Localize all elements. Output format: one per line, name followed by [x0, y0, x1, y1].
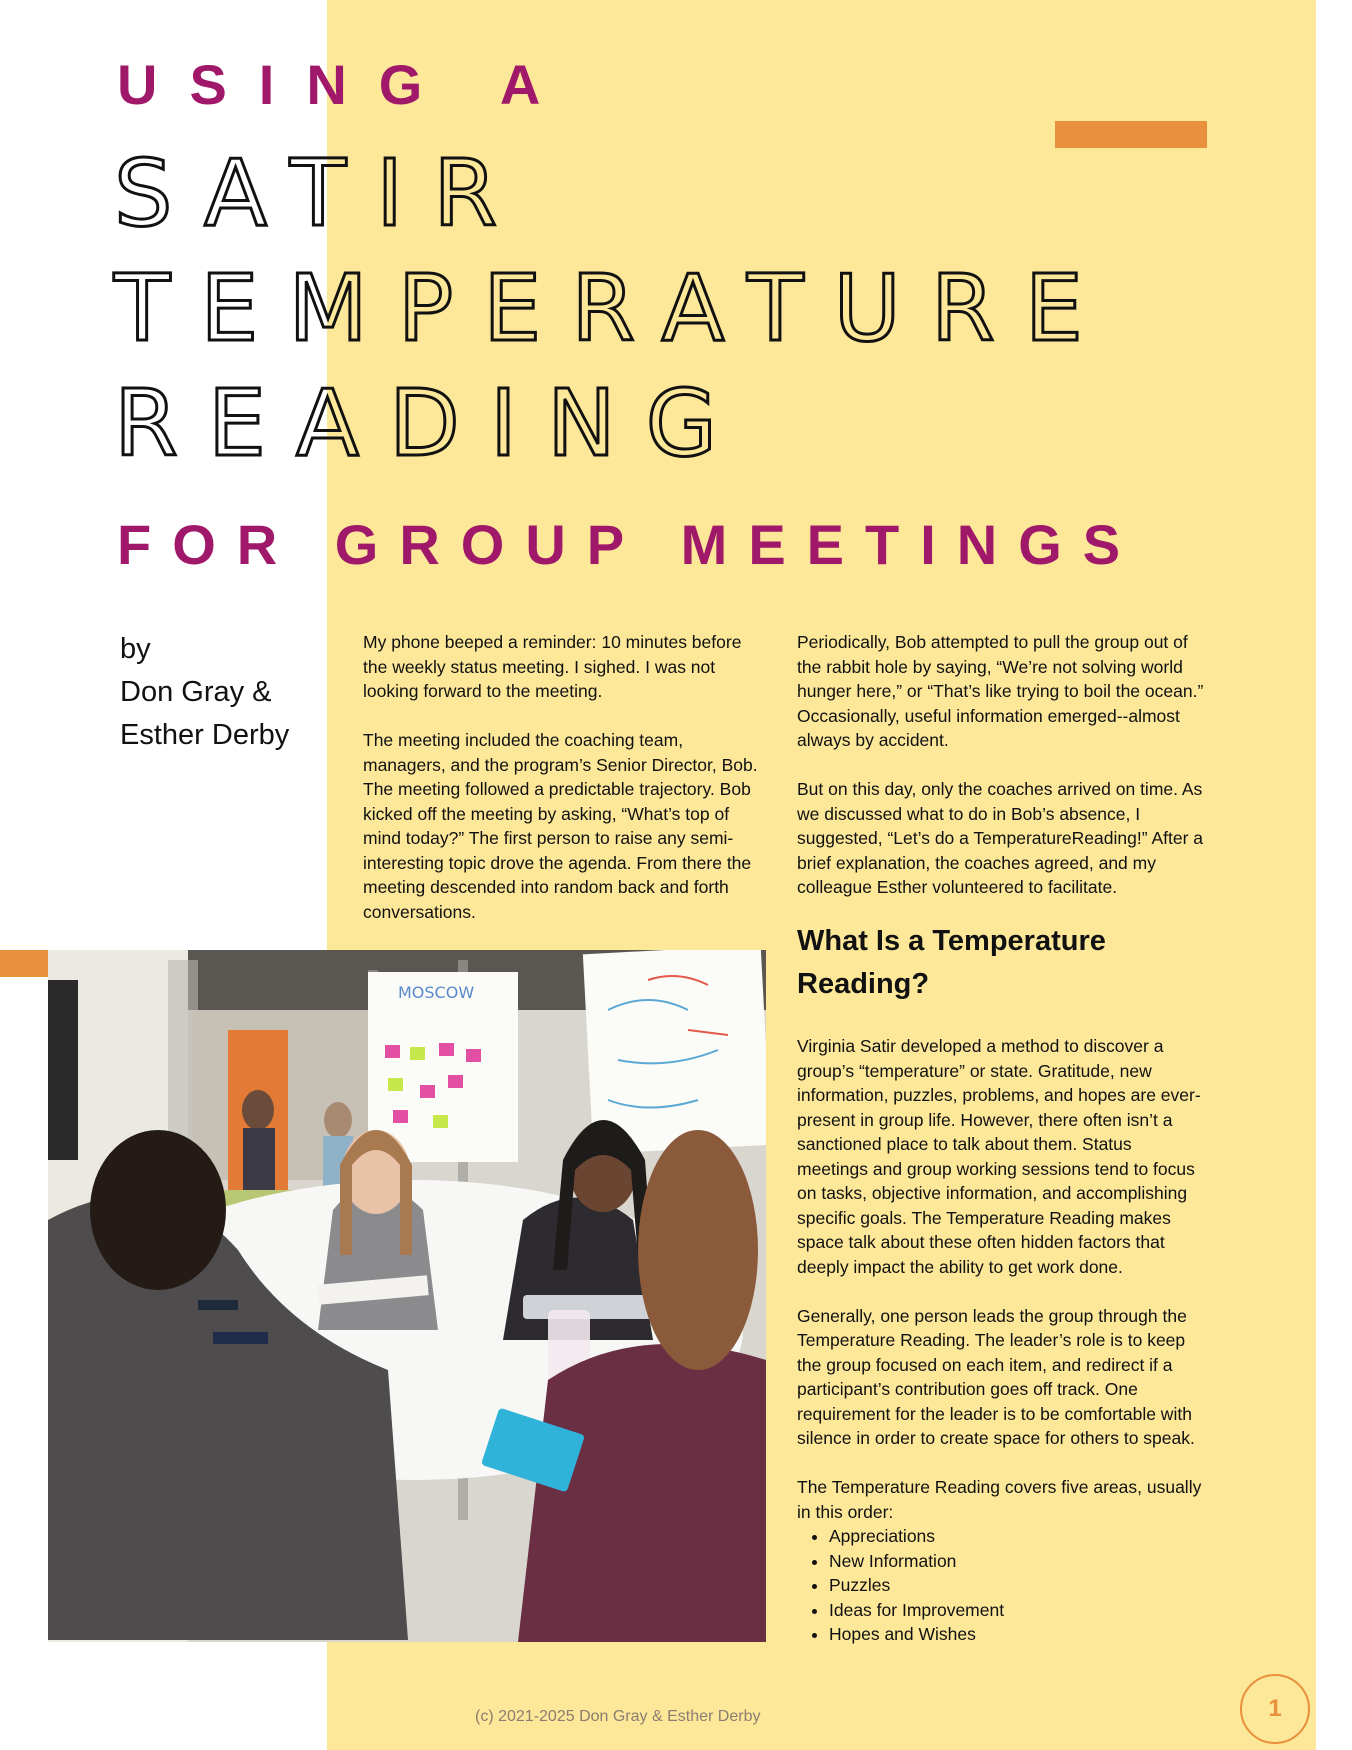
accent-bar-top-right [1055, 121, 1207, 148]
byline-author-1: Don Gray & [120, 676, 272, 708]
byline-by: by [120, 633, 151, 665]
byline [120, 628, 289, 757]
areas-list [797, 1524, 1207, 1647]
page-number: 1 [1240, 1674, 1310, 1744]
list-item: • New Information [829, 1549, 1207, 1574]
title-subtitle: FOR GROUP MEETINGS [117, 513, 1142, 576]
article-column-right-bottom [797, 1034, 1207, 1647]
paragraph: The meeting included the coaching team, managers, and the program’s Senior Director, Bob. The meeting followed a predictable trajectory. Bob kicked off the meeting by asking, “What’s top of mind today?” The first person to raise any semi-interesting topic drove the agenda. From there the meeting descended into random back and forth conversations. [363, 730, 758, 922]
byline-author-2: Esther Derby [120, 719, 290, 751]
list-item: • Appreciations [829, 1524, 1207, 1549]
paragraph: But on this day, only the coaches arrived on time. As we discussed what to do in Bob’s absence, I suggested, “Let’s do a TemperatureReading!” After a brief explanation, the coaches agreed, and my colleague Esther volunteered to facilitate. [797, 779, 1203, 897]
title-line-satir: SATIR [114, 140, 528, 247]
paragraph: My phone beeped a reminder: 10 minutes before the weekly status meeting. I sighed. I was not looking forward to the meeting. [363, 632, 742, 701]
list-intro: The Temperature Reading covers five areas, usually in this order: [797, 1477, 1202, 1522]
footer-copyright: (c) 2021-2025 Don Gray & Esther Derby [475, 1708, 761, 1725]
title-line-using-a: USING A [117, 53, 573, 116]
list-item: • Hopes and Wishes [829, 1622, 1207, 1647]
section-heading: What Is a Temperature Reading? [797, 925, 1106, 1000]
paragraph: Periodically, Bob attempted to pull the group out of the rabbit hole by saying, “We’re not solving world hunger here,” or “That’s like trying to boil the ocean.” Occasionally, useful information emerged--almost always by accident. [797, 632, 1204, 750]
list-item: • Ideas for Improvement [829, 1598, 1207, 1623]
article-column-right-top [797, 630, 1207, 924]
list-item: • Puzzles [829, 1573, 1207, 1598]
title-line-temperature: TEMPERATURE [114, 255, 1113, 362]
title-line-reading: READING [114, 370, 748, 477]
paragraph: Virginia Satir developed a method to discover a group’s “temperature” or state. Gratitude, new information, puzzles, problems, and hopes are ever-present in group life. However, there often isn’t a sanctioned place to talk about them. Status meetings and group working sessions tend to focus on tasks, objective information, and accomplishing specific goals. The Temperature Reading makes space talk about these often hidden factors that deeply impact the ability to get work done. [797, 1036, 1201, 1277]
meeting-photo [48, 950, 766, 1642]
paragraph: Generally, one person leads the group through the Temperature Reading. The leader’s role is to keep the group focused on each item, and redirect if a participant’s contribution goes off track. One requirement for the leader is to be comfortable with silence in order to create space for others to speak. [797, 1305, 1195, 1448]
whiteboard-label: MOSCOW [398, 983, 475, 1002]
article-column-left [363, 630, 768, 949]
